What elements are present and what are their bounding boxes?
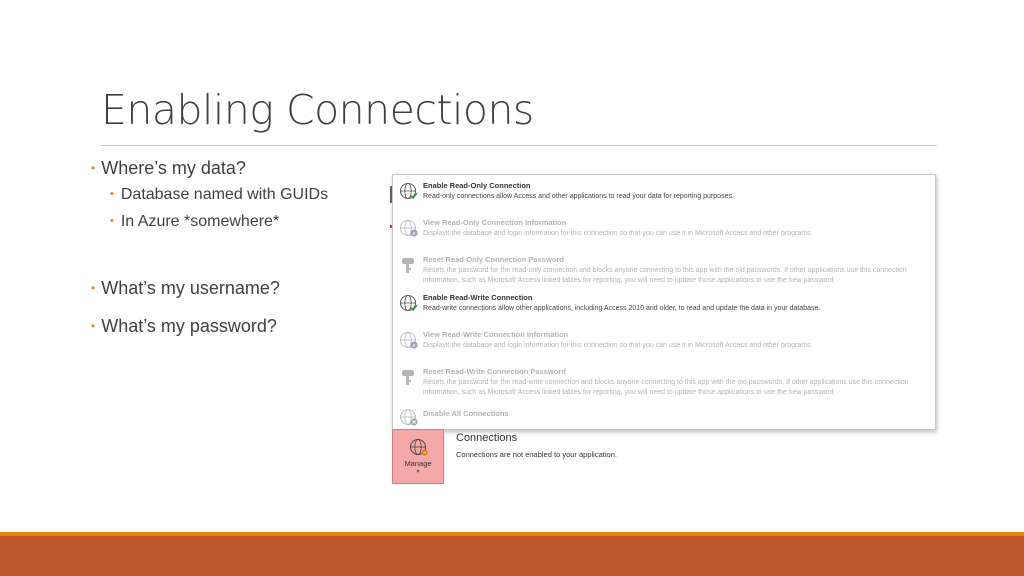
menu-item-reset-read-only-password[interactable] [393, 251, 933, 291]
bullet-item [91, 158, 246, 179]
menu-item-enable-read-only[interactable] [393, 177, 933, 213]
sub-bullet-text: Database named with GUIDs [120, 186, 329, 203]
connections-dropdown-menu [392, 174, 936, 430]
menu-item-description: Displays the database and login information for this connection so that you can use it in Microsoft Access and other programs. [423, 230, 813, 237]
menu-item-reset-read-write-password[interactable] [393, 363, 933, 403]
menu-item-title: Disable All Connections [423, 409, 509, 418]
menu-item-description: Read-write connections allow other applications, including Access 2010 and older, to read and update the data in your database. [423, 305, 821, 312]
key-icon [399, 255, 419, 275]
globe-check-icon [399, 181, 419, 201]
bullet-dot-icon: • [91, 161, 96, 175]
globe-x-icon [399, 407, 419, 427]
manage-label: Manage [404, 459, 432, 468]
menu-item-description: Displays the database and login information for this connection so that you can use it in Microsoft Access and other programs. [423, 342, 813, 349]
menu-item-description: Resets the password for the read-only connection and blocks anyone connecting to this app with the old passwords. If other applications use this connection information, such as Microsoft Access linked tables for reporting, you will need to update those applications to use the new password. [423, 267, 907, 284]
bullet-dot-icon: • [110, 188, 114, 200]
connections-heading: Connections [456, 432, 518, 444]
slide-title: Enabling Connections [101, 86, 534, 134]
bullet-text: What’s my password? [101, 316, 277, 336]
sub-bullet-text: In Azure *somewhere* [120, 213, 280, 230]
sub-bullet-item [110, 213, 279, 231]
menu-item-description: Resets the password for the read-write connection and blocks anyone connecting to this app with the old passwords. If other applications use this connection information, such as Microsoft Access linked tables for reporting, you will need to update those applications to use the new password. [423, 379, 909, 396]
menu-item-description: Read-only connections allow Access and other applications to read your data for reporting purposes. [423, 193, 734, 200]
connections-status-text: Connections are not enabled to your application. [456, 450, 617, 459]
globe-check-icon [399, 293, 419, 313]
title-divider [101, 145, 937, 146]
footer-bar [0, 536, 1024, 576]
bullet-dot-icon: • [110, 215, 114, 227]
bullet-dot-icon: • [91, 281, 96, 295]
globe-info-icon [399, 330, 419, 350]
bullet-item [91, 316, 277, 337]
key-icon [399, 367, 419, 387]
menu-item-title: View Read-Write Connection Information [423, 330, 569, 339]
menu-item-title: Enable Read-Only Connection [423, 181, 531, 190]
manage-button[interactable] [392, 429, 444, 484]
bullet-text: Where’s my data? [101, 158, 246, 178]
menu-item-disable-all-connections[interactable] [393, 403, 933, 427]
bullet-item [91, 278, 280, 299]
globe-gear-icon [408, 437, 430, 459]
menu-item-view-read-only-info[interactable] [393, 214, 933, 250]
menu-item-view-read-write-info[interactable] [393, 326, 933, 362]
menu-item-title: Reset Read-Only Connection Password [423, 255, 564, 264]
chevron-down-icon: ▾ [416, 469, 420, 475]
bullet-text: What’s my username? [101, 278, 280, 298]
menu-item-enable-read-write[interactable] [393, 289, 933, 325]
sub-bullet-item [110, 186, 328, 204]
menu-item-title: Reset Read-Write Connection Password [423, 367, 566, 376]
bullet-dot-icon: • [91, 319, 96, 333]
globe-info-icon [399, 218, 419, 238]
menu-item-title: Enable Read-Write Connection [423, 293, 533, 302]
menu-item-title: View Read-Only Connection Information [423, 218, 567, 227]
